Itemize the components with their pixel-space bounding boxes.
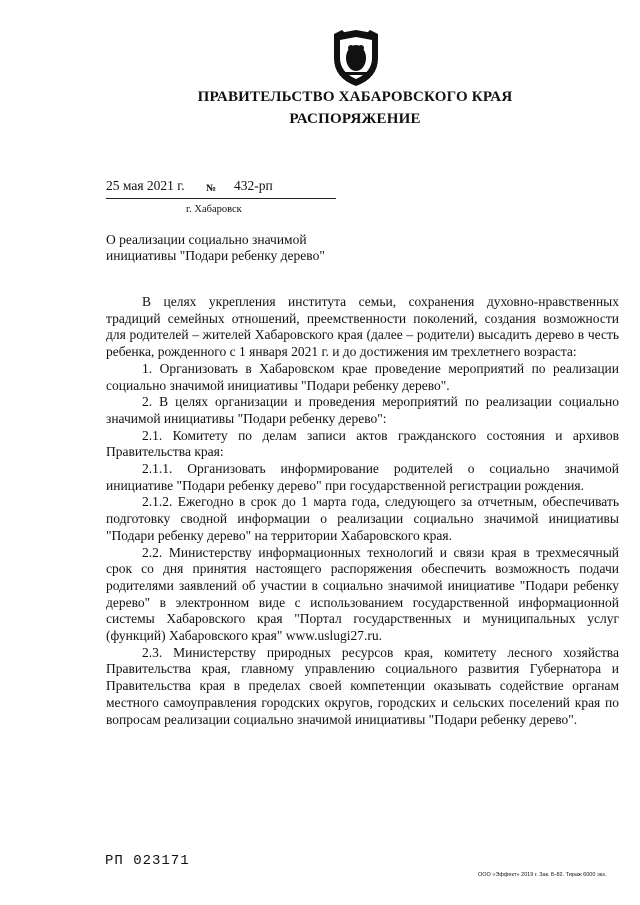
- document-number: 432-рп: [234, 178, 273, 193]
- body-paragraph: 2.3. Министерству природных ресурсов края, комитету лесного хозяйства Правительства края, главному управлению социального развития Губернатора и Правительства края в пределах своей компетенции оказывать содействие органам местного самоуправления городских округов, городских и сельских поселений края по вопросам реализации социально значимой инициативы "Подари ребенку дерево".: [106, 644, 619, 727]
- document-type: РАСПОРЯЖЕНИЕ: [289, 111, 421, 127]
- body-paragraph: 2.2. Министерству информационных технологий и связи края в трехмесячный срок со дня принятия настоящего распоряжения обеспечить возможность подачи родителями заявлений об участии в социально значимой инициативе "Подари ребенку дерево" в электронном виде с использованием государственной информационной системы Хабаровского края "Портал государственных и муниципальных услуг (функций) Хабаровского края" www.uslugi27.ru.: [106, 544, 619, 644]
- document-body: [106, 294, 619, 728]
- document-subject: [106, 232, 325, 264]
- government-title: ПРАВИТЕЛЬСТВО ХАБАРОВСКОГО КРАЯ: [197, 89, 513, 105]
- body-paragraph: 2. В целях организации и проведения мероприятий по реализации социально значимой инициативы "Подари ребенку дерево":: [106, 394, 619, 426]
- body-paragraph: 2.1.2. Ежегодно в срок до 1 марта года, следующего за отчетным, обеспечивать подготовку сводной информации о реализации социально значимой инициативы "Подари ребенку дерево" на территории Хабаровского края.: [106, 494, 619, 543]
- date-underline: [106, 198, 336, 199]
- document-city: г. Хабаровск: [186, 204, 242, 215]
- body-paragraph: 2.1. Комитету по делам записи актов гражданского состояния и архивов Правительства края:: [106, 427, 619, 460]
- khabarovsk-emblem-icon: [330, 28, 382, 88]
- body-paragraph: В целях укрепления института семьи, сохранения духовно-нравственных традиций семейных отношений, преемственности поколений, создания возможности для родителей – жителей Хабаровского края (далее – родители) высадить дерево в честь ребенка, рожденного с 1 января 2021 г. и до достижения им трехлетнего возраста:: [106, 294, 619, 360]
- document-date: 25 мая 2021 г.: [106, 178, 185, 193]
- number-sign: №: [206, 183, 217, 194]
- body-paragraph: 1. Организовать в Хабаровском крае проведение мероприятий по реализации социально значимой инициативы "Подари ребенку дерево".: [106, 360, 619, 393]
- print-info: ООО «Эффект» 2019 г. Зак. Б-82. Тираж 6000 экз.: [478, 872, 607, 878]
- body-paragraph: 2.1.1. Организовать информирование родителей о социально значимой инициативе "Подари ребенку дерево" при государственной регистрации рождения.: [106, 461, 619, 493]
- subject-line-1: О реализации социально значимой: [106, 232, 307, 247]
- form-serial-code: РП 023171: [105, 853, 190, 869]
- subject-line-2: инициативы "Подари ребенку дерево": [106, 248, 325, 263]
